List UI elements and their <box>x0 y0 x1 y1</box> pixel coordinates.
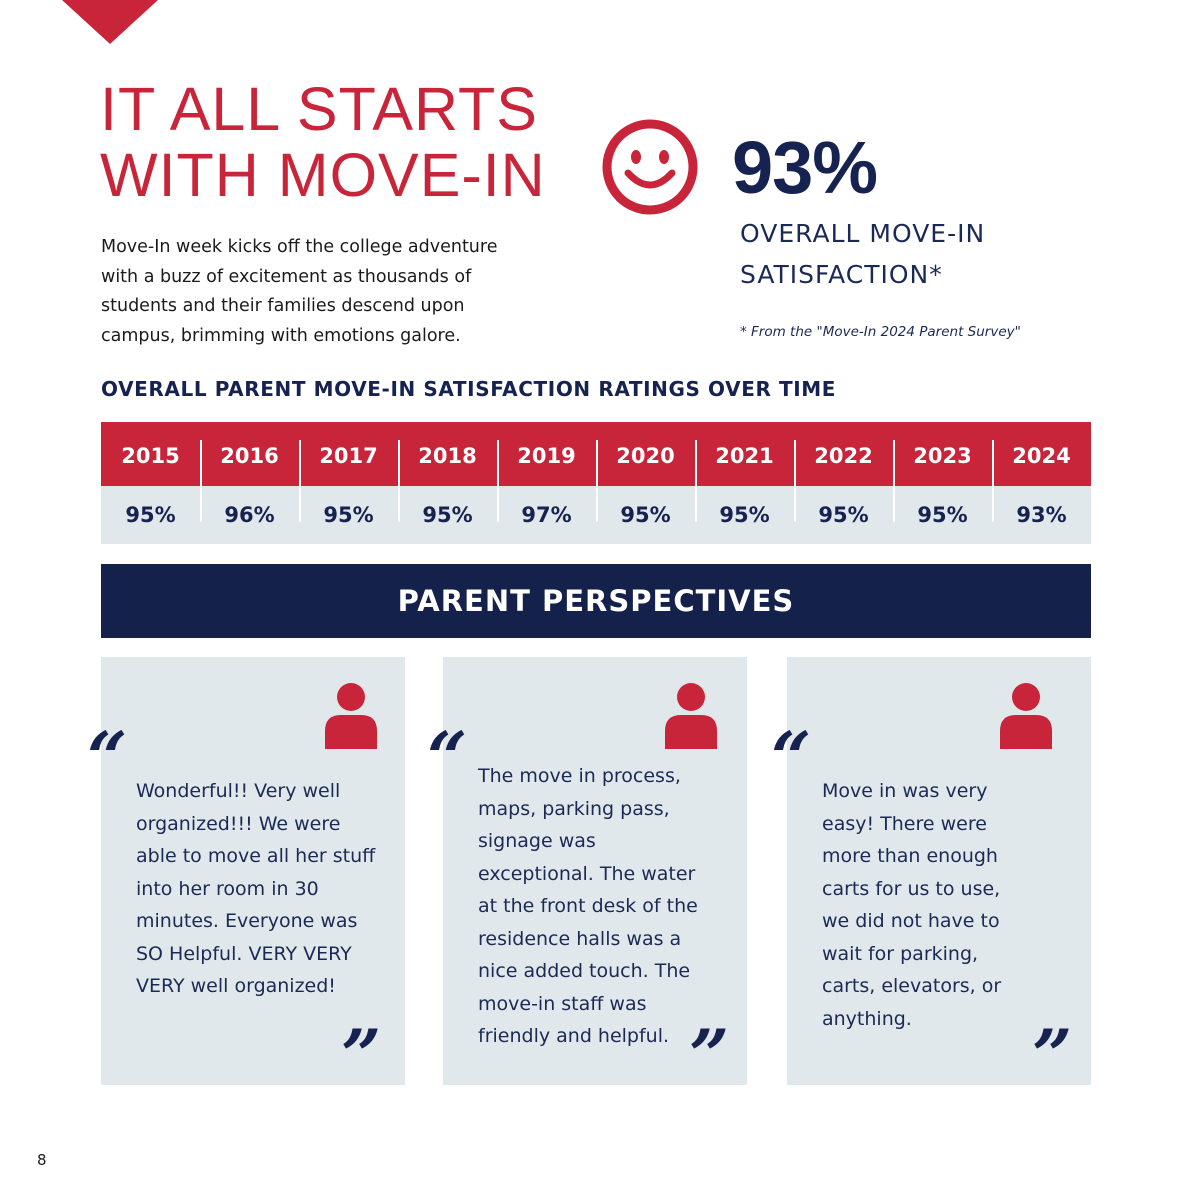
ratings-value-cell: 97% <box>497 486 596 544</box>
ratings-value-cell: 96% <box>200 486 299 544</box>
person-icon <box>325 683 377 749</box>
open-quote-icon: “ <box>427 716 468 799</box>
ratings-year-cell: 2016 <box>200 422 299 486</box>
quote-card-1 <box>87 657 405 1097</box>
ratings-value-cell: 95% <box>299 486 398 544</box>
ratings-table <box>101 422 1091 544</box>
ratings-years-row <box>101 422 1091 486</box>
open-quote-icon: “ <box>87 716 128 799</box>
ratings-value-cell: 95% <box>125 503 176 527</box>
corner-triangle-decoration <box>62 0 158 44</box>
ratings-values-row <box>101 486 1091 544</box>
quote-text-1: Wonderful!! Very well organized!!! We were able to move all her stuff into her room in 30 minutes. Everyone was SO Helpful. VERY VERY VERY well organized! <box>136 780 376 997</box>
ratings-year-cell: 2022 <box>794 422 893 486</box>
close-quote-icon: ” <box>341 1014 382 1097</box>
ratings-year-cell: 2019 <box>497 422 596 486</box>
perspectives-banner <box>101 564 1091 638</box>
headline-line-2: WITH MOVE-IN <box>100 141 546 209</box>
person-icon <box>665 683 717 749</box>
overall-satisfaction-value: 93% <box>732 126 878 209</box>
perspectives-title: PARENT PERSPECTIVES <box>397 584 795 618</box>
ratings-value-cell: 95% <box>794 486 893 544</box>
close-quote-icon: ” <box>689 1014 730 1097</box>
person-icon <box>1000 683 1052 749</box>
stat-label-line-1: OVERALL MOVE-IN <box>740 219 986 248</box>
ratings-year-cell: 2015 <box>121 444 180 468</box>
smiley-face-icon <box>600 117 700 217</box>
stat-label-line-2: SATISFACTION* <box>740 260 943 289</box>
quote-card-3 <box>771 657 1091 1097</box>
ratings-value-cell: 95% <box>596 486 695 544</box>
ratings-year-cell: 2021 <box>695 422 794 486</box>
intro-paragraph: Move-In week kicks off the college adventure with a buzz of excitement as thousands of students and their families descend upon campus, brimming with emotions galore. <box>101 237 498 346</box>
quote-card-2 <box>427 657 747 1097</box>
ratings-value-cell: 93% <box>992 486 1091 544</box>
survey-footnote: * From the "Move-In 2024 Parent Survey" <box>740 324 1021 340</box>
ratings-year-cell: 2024 <box>992 422 1091 486</box>
overall-satisfaction-label <box>740 213 1060 295</box>
quote-text-3: Move in was very easy! There were more than enough carts for us to use, we did not have to wait for parking, carts, elevators, or anything. <box>822 780 1002 1030</box>
ratings-value-cell: 95% <box>893 486 992 544</box>
ratings-heading: OVERALL PARENT MOVE-IN SATISFACTION RATINGS OVER TIME <box>101 377 837 401</box>
ratings-value-cell: 95% <box>695 486 794 544</box>
page-number: 8 <box>37 1151 47 1169</box>
ratings-year-cell: 2020 <box>596 422 695 486</box>
ratings-value-cell: 95% <box>398 486 497 544</box>
headline-line-1: IT ALL STARTS <box>100 75 538 143</box>
page-headline <box>100 76 546 208</box>
open-quote-icon: “ <box>771 716 812 799</box>
ratings-year-cell: 2023 <box>893 422 992 486</box>
quote-text-2: The move in process, maps, parking pass, signage was exceptional. The water at the front desk of the residence halls was a nice added touch. The move-in staff was friendly and helpful. <box>478 765 698 1047</box>
close-quote-icon: ” <box>1032 1014 1073 1097</box>
ratings-year-cell: 2017 <box>299 422 398 486</box>
ratings-year-cell: 2018 <box>398 422 497 486</box>
